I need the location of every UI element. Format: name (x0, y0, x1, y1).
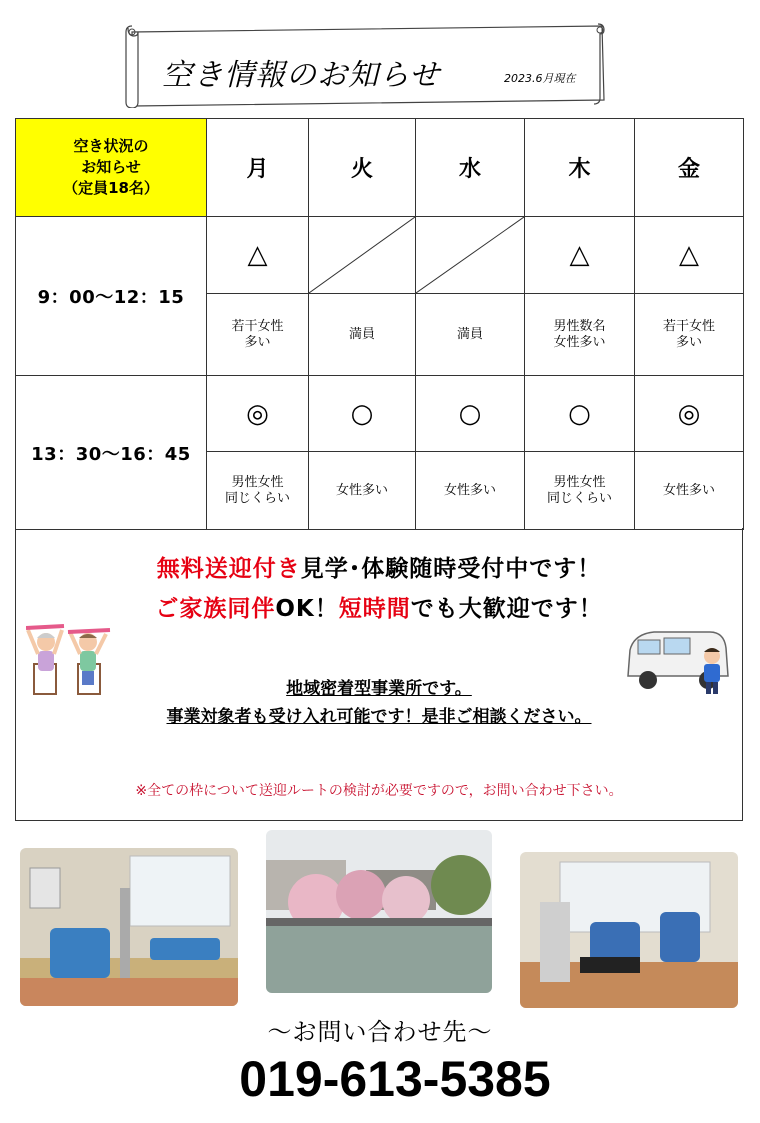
availability-mark: ◎ (635, 376, 744, 452)
day-header-mon: 月 (207, 119, 309, 217)
title-banner (124, 22, 608, 108)
availability-mark: ○ (525, 376, 635, 452)
gender-note: 女性多い (416, 452, 525, 530)
notice-text: ※全ての枠について送迎ルートの検討が必要ですので，お問い合わせ下さい。 (135, 783, 623, 799)
availability-mark: ○ (309, 376, 416, 452)
day-header-wed: 水 (416, 119, 525, 217)
phone-number[interactable]: 019-613-5385 (239, 1051, 551, 1107)
table-corner-label: 空き状況の お知らせ （定員18名） (16, 119, 207, 217)
availability-mark: ◎ (207, 376, 309, 452)
info-box (15, 528, 743, 821)
gender-note: 女性多い (635, 452, 744, 530)
availability-mark: △ (635, 217, 744, 294)
gender-note: 女性多い (309, 452, 416, 530)
contact-label: ～お問い合わせ先～ (267, 1018, 493, 1046)
gender-note: 男性女性 同じくらい (525, 452, 635, 530)
page-title: 空き情報のお知らせ (162, 58, 441, 93)
facility-photo-machines (520, 852, 738, 1008)
gender-note: 満員 (309, 294, 416, 376)
gender-note: 満員 (416, 294, 525, 376)
availability-mark: ○ (416, 376, 525, 452)
full-slash-cell (309, 217, 416, 294)
availability-mark: △ (207, 217, 309, 294)
subtext-2: 事業対象者も受け入れ可能です！是非ご相談ください。 (166, 707, 592, 727)
gender-note: 男性女性 同じくらい (207, 452, 309, 530)
gender-note: 若干女性 多い (207, 294, 309, 376)
headline-1: 無料送迎付き見学･体験随時受付中です！ (156, 556, 602, 582)
availability-mark: △ (525, 217, 635, 294)
day-header-fri: 金 (635, 119, 744, 217)
day-header-tue: 火 (309, 119, 416, 217)
time-slot-afternoon: 13：30～16：45 (16, 376, 207, 530)
gender-note: 若干女性 多い (635, 294, 744, 376)
full-slash-cell (416, 217, 525, 294)
date-label: 2023.6月現在 (504, 72, 576, 85)
subtext-1: 地域密着型事業所です。 (286, 679, 472, 699)
river-cherry-blossom-photo (266, 830, 492, 993)
day-header-thu: 木 (525, 119, 635, 217)
facility-photo-room (20, 848, 238, 1006)
time-slot-morning: 9：00～12：15 (16, 217, 207, 376)
gender-note: 男性数名 女性多い (525, 294, 635, 376)
availability-table (15, 118, 744, 530)
headline-2: ご家族同伴OK！短時間でも大歓迎です！ (155, 596, 603, 622)
